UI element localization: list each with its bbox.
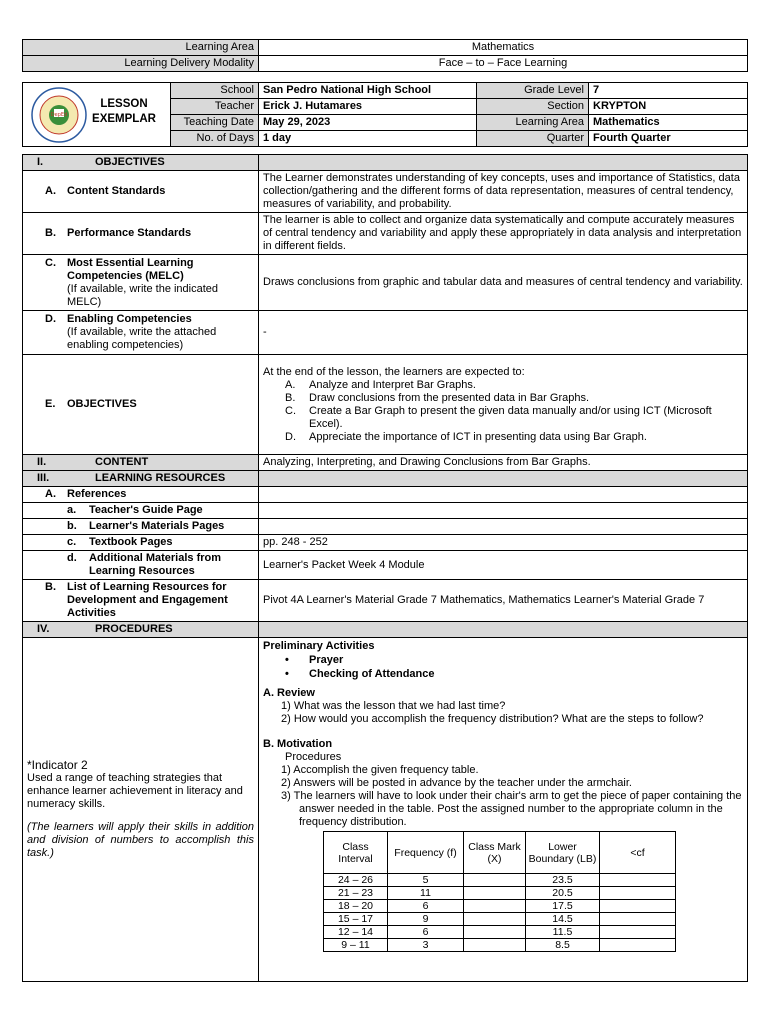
teachers-guide-label: a. Teacher's Guide Page — [23, 503, 259, 519]
freq-cell: 9 – 11 — [324, 939, 388, 952]
freq-cell: 6 — [388, 900, 464, 913]
motivation-item: 2) Answers will be posted in advance by the teacher under the armchair. — [281, 777, 632, 789]
objective-item: C. Create a Bar Graph to present the given data manually and/or using ICT (Microsoft Excel). — [285, 404, 712, 430]
school-logo — [31, 87, 87, 143]
review-list — [263, 700, 743, 726]
freq-cell: 23.5 — [526, 874, 600, 887]
grade-label: Grade Level — [477, 83, 589, 99]
review-item: 2) How would you accomplish the frequency distribution? What are the steps to follow? — [281, 713, 704, 725]
bullet-icon: • — [285, 668, 289, 680]
school-label: School — [171, 83, 259, 99]
objectives-heading: I. OBJECTIVES — [23, 155, 259, 171]
objectives-list — [263, 379, 743, 444]
info-table — [22, 82, 748, 147]
lesson-plan-table — [22, 154, 748, 982]
freq-cell — [600, 900, 676, 913]
textbook-pages-label: c. Textbook Pages — [23, 535, 259, 551]
prelim-title: Preliminary Activities — [263, 640, 375, 652]
freq-header-cell: Lower Boundary (LB) — [526, 832, 600, 874]
performance-standards-label: B. Performance Standards — [23, 213, 259, 255]
procedures-heading: IV. PROCEDURES — [23, 622, 259, 638]
freq-cell — [600, 913, 676, 926]
enabling-text: - — [259, 311, 748, 355]
days-label: No. of Days — [171, 131, 259, 147]
additional-materials-label: d. Additional Materials from Learning Resources — [23, 551, 259, 580]
lesson-exemplar-title: LESSON EXEMPLAR — [92, 98, 156, 125]
motivation-item: 3) The learners will have to look under their chair's arm to get the piece of paper containing the answer needed in the table. Post the assigned number to the appropriate column in the frequency distribution. — [281, 790, 742, 828]
prelim-list — [263, 653, 743, 681]
freq-cell — [464, 939, 526, 952]
bullet-icon: • — [285, 654, 289, 666]
teacher-value: Erick J. Hutamares — [259, 99, 477, 115]
motivation-item: 1) Accomplish the given frequency table. — [281, 764, 479, 776]
melc-label: C. Most Essential Learning Competencies (MELC) (If available, write the indicated MELC) — [23, 255, 259, 311]
review-item: 1) What was the lesson that we had last time? — [281, 700, 506, 712]
motivation-list — [263, 764, 743, 829]
freq-cell: 6 — [388, 926, 464, 939]
freq-header-cell: Class Mark (X) — [464, 832, 526, 874]
freq-cell — [600, 926, 676, 939]
freq-cell — [600, 939, 676, 952]
indicator-title: Indicator 2 — [31, 758, 88, 772]
section-label: Section — [477, 99, 589, 115]
table-row — [324, 939, 676, 952]
logo-lesson-cell — [23, 83, 171, 147]
freq-cell — [464, 887, 526, 900]
date-value: May 29, 2023 — [259, 115, 477, 131]
freq-cell: 5 — [388, 874, 464, 887]
table-row — [324, 926, 676, 939]
performance-standards-text: The learner is able to collect and organize data systematically and compute accurately measures of central tendency and variability and apply these appropriately in data analysis and interpretation in different fields. — [259, 213, 748, 255]
learning-area-value: Mathematics — [259, 40, 748, 56]
freq-cell: 21 – 23 — [324, 887, 388, 900]
freq-cell: 14.5 — [526, 913, 600, 926]
freq-cell — [464, 874, 526, 887]
freq-cell: 11 — [388, 887, 464, 900]
freq-cell: 9 — [388, 913, 464, 926]
objective-item: B. Draw conclusions from the presented data in Bar Graphs. — [285, 391, 590, 404]
date-label: Teaching Date — [171, 115, 259, 131]
freq-header-cell: Class Interval — [324, 832, 388, 874]
table-row — [324, 887, 676, 900]
freq-header-cell: Frequency (f) — [388, 832, 464, 874]
indicator-star: * — [27, 758, 32, 772]
additional-materials-text: Learner's Packet Week 4 Module — [259, 551, 748, 580]
table-row — [324, 913, 676, 926]
objectives-intro: At the end of the lesson, the learners are expected to: — [263, 365, 525, 378]
freq-cell: 18 – 20 — [324, 900, 388, 913]
freq-cell: 8.5 — [526, 939, 600, 952]
prelim-item: • Prayer — [285, 654, 344, 666]
freq-header-cell: <cf — [600, 832, 676, 874]
freq-cell: 17.5 — [526, 900, 600, 913]
table-row — [324, 900, 676, 913]
table-row — [324, 874, 676, 887]
frequency-table — [323, 831, 676, 952]
freq-cell: 24 – 26 — [324, 874, 388, 887]
quarter-label: Quarter — [477, 131, 589, 147]
freq-cell — [600, 887, 676, 900]
resource-list-label: B. List of Learning Resources for Development and Engagement Activities — [23, 580, 259, 622]
content-heading: II. CONTENT — [23, 455, 259, 471]
learners-materials-label: b. Learner's Materials Pages — [23, 519, 259, 535]
freq-cell: 11.5 — [526, 926, 600, 939]
area-value: Mathematics — [589, 115, 748, 131]
teachers-guide-text — [259, 503, 748, 519]
indicator-text: Used a range of teaching strategies that enhance learner achievement in literacy and numeracy skills. — [27, 772, 243, 810]
content-standards-label: A. Content Standards — [23, 171, 259, 213]
melc-text: Draws conclusions from graphic and tabular data and measures of central tendency and variability. — [259, 255, 748, 311]
freq-cell — [600, 874, 676, 887]
modality-value: Face – to – Face Learning — [259, 56, 748, 72]
freq-cell — [464, 900, 526, 913]
indicator-note: (The learners will apply their skills in addition and division of numbers to accomplish this task.) — [27, 821, 254, 859]
days-value: 1 day — [259, 131, 477, 147]
objectives-e-cell — [259, 355, 748, 455]
objective-item: A. Analyze and Interpret Bar Graphs. — [285, 378, 476, 391]
school-value: San Pedro National High School — [259, 83, 477, 99]
motivation-title: B. Motivation — [263, 738, 333, 750]
review-title: A. Review — [263, 687, 315, 699]
learning-area-label: Learning Area — [23, 40, 259, 56]
grade-value: 7 — [589, 83, 748, 99]
freq-cell: 3 — [388, 939, 464, 952]
freq-cell: 20.5 — [526, 887, 600, 900]
prelim-item: • Checking of Attendance — [285, 668, 435, 680]
melc-note: (If available, write the indicated MELC) — [67, 282, 219, 308]
freq-cell — [464, 926, 526, 939]
freq-cell: 15 – 17 — [324, 913, 388, 926]
procedures-label: Procedures — [285, 751, 342, 763]
textbook-pages-text: pp. 248 - 252 — [259, 535, 748, 551]
content-standards-text: The Learner demonstrates understanding of key concepts, uses and importance of Statistics, data collection/gathering and the different forms of data representation, measures of central tendency, measures of variability, and probability. — [259, 171, 748, 213]
section-value: KRYPTON — [589, 99, 748, 115]
resource-list-text: Pivot 4A Learner's Material Grade 7 Mathematics, Mathematics Learner's Material Grade 7 — [259, 580, 748, 622]
freq-cell — [464, 913, 526, 926]
learners-materials-text — [259, 519, 748, 535]
freq-cell: 12 – 14 — [324, 926, 388, 939]
learning-resources-heading: III. LEARNING RESOURCES — [23, 471, 259, 487]
indicator-cell — [23, 638, 259, 982]
references-label: A. References — [23, 487, 259, 503]
header-table — [22, 39, 748, 72]
enabling-note: (If available, write the attached enabling competencies) — [67, 326, 217, 351]
teacher-label: Teacher — [171, 99, 259, 115]
quarter-value: Fourth Quarter — [589, 131, 748, 147]
procedures-content — [259, 638, 748, 982]
area-label: Learning Area — [477, 115, 589, 131]
objective-item: D. Appreciate the importance of ICT in presenting data using Bar Graph. — [285, 430, 647, 443]
content-text: Analyzing, Interpreting, and Drawing Conclusions from Bar Graphs. — [259, 455, 748, 471]
enabling-label: D. Enabling Competencies (If available, write the attached enabling competencies) — [23, 311, 259, 355]
modality-label: Learning Delivery Modality — [23, 56, 259, 72]
svg-text:DepEd: DepEd — [50, 112, 68, 118]
objectives-e-label: E. OBJECTIVES — [23, 355, 259, 455]
